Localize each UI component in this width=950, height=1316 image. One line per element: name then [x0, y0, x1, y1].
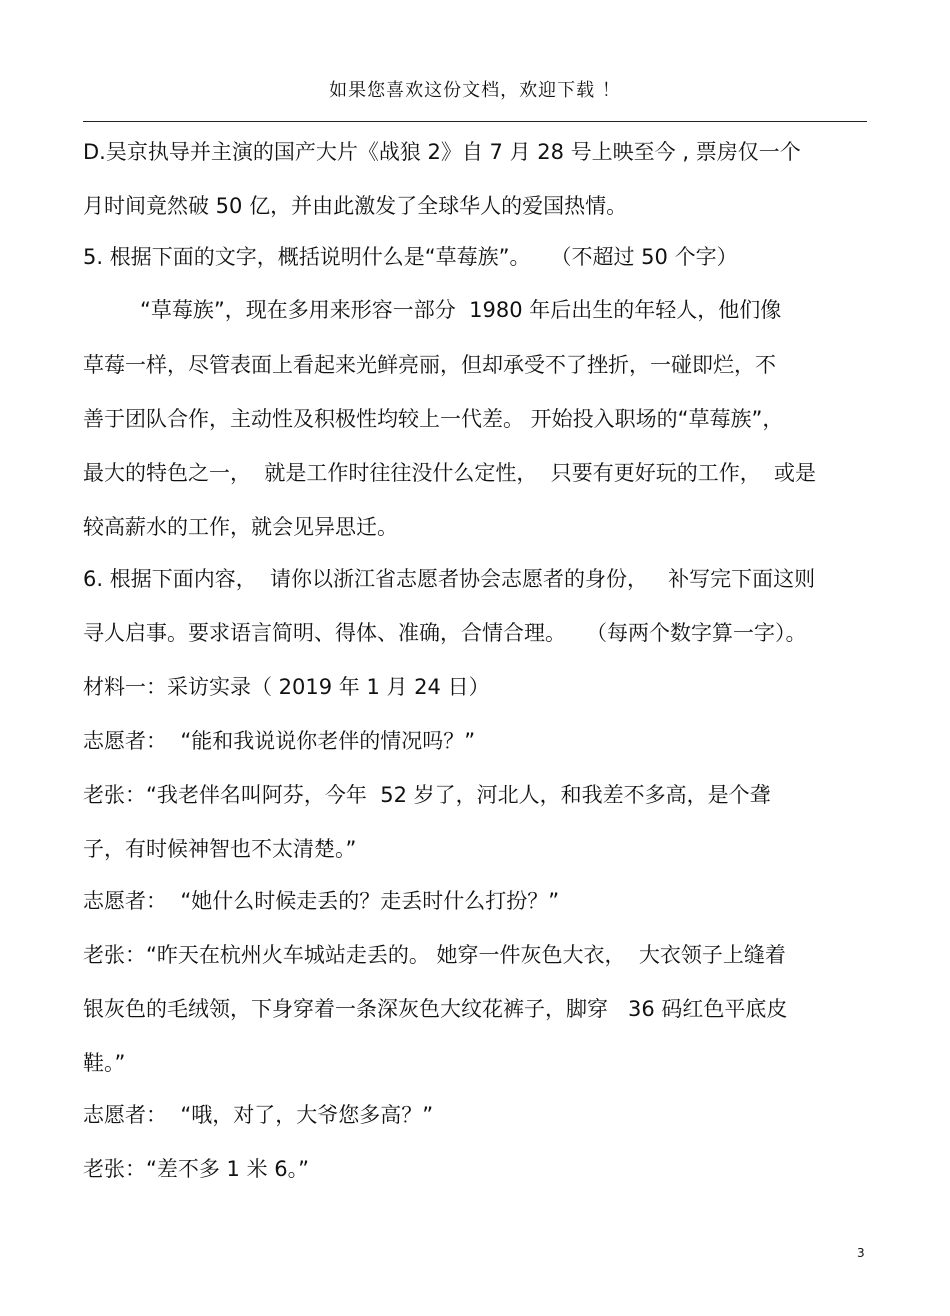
- dialogue-line: 老张：“昨天在杭州火车城站走丢的。 她穿一件灰色大衣， 大衣领子上缝着: [83, 943, 786, 967]
- body-line: 善于团队合作，主动性及积极性均较上一代差。 开始投入职场的“草莓族”，: [83, 407, 784, 431]
- body-line: 寻人启事。要求语言简明、得体、准确，合情合理。 （每两个数字算一字）。: [83, 621, 807, 645]
- body-line: 月时间竟然破 50 亿，并由此激发了全球华人的爱国热情。: [83, 194, 628, 218]
- dialogue-line: 志愿者： “能和我说说你老伴的情况吗？”: [83, 729, 476, 753]
- material-line: 材料一：采访实录（ 2019 年 1 月 24 日）: [83, 675, 490, 699]
- question-6-line: 6. 根据下面内容， 请你以浙江省志愿者协会志愿者的身份， 补写完下面这则: [83, 567, 816, 591]
- body-line: “草莓族”，现在多用来形容一部分 1980 年后出生的年轻人，他们像: [140, 298, 782, 322]
- question-5-line: 5. 根据下面的文字，概括说明什么是“草莓族”。 （不超过 50 个字）: [83, 245, 738, 269]
- dialogue-line: 银灰色的毛绒领，下身穿着一条深灰色大纹花裤子，脚穿 36 码红色平底皮: [83, 997, 788, 1021]
- page-header: 如果您喜欢这份文档，欢迎下载 ！: [329, 80, 621, 101]
- page-number: 3: [857, 1246, 865, 1260]
- body-line: 较高薪水的工作，就会见异思迁。: [83, 515, 398, 539]
- dialogue-line: 志愿者： “哦，对了，大爷您多高？”: [83, 1103, 434, 1127]
- body-line: 草莓一样，尽管表面上看起来光鲜亮丽，但却承受不了挫折，一碰即烂，不: [83, 353, 776, 377]
- dialogue-line: 老张：“我老伴名叫阿芬，今年 52 岁了，河北人，和我差不多高，是个聋: [83, 783, 771, 807]
- header-divider: [83, 121, 867, 122]
- body-line: D.吴京执导并主演的国产大片《战狼 2》自 7 月 28 号上映至今 , 票房仅一个: [83, 140, 801, 164]
- dialogue-line: 鞋。”: [83, 1051, 126, 1075]
- dialogue-line: 老张：“差不多 1 米 6。”: [83, 1157, 310, 1181]
- dialogue-line: 子，有时候神智也不太清楚。”: [83, 837, 357, 861]
- dialogue-line: 志愿者： “她什么时候走丢的？走丢时什么打扮？”: [83, 889, 560, 913]
- body-line: 最大的特色之一， 就是工作时往往没什么定性， 只要有更好玩的工作， 或是: [83, 461, 817, 485]
